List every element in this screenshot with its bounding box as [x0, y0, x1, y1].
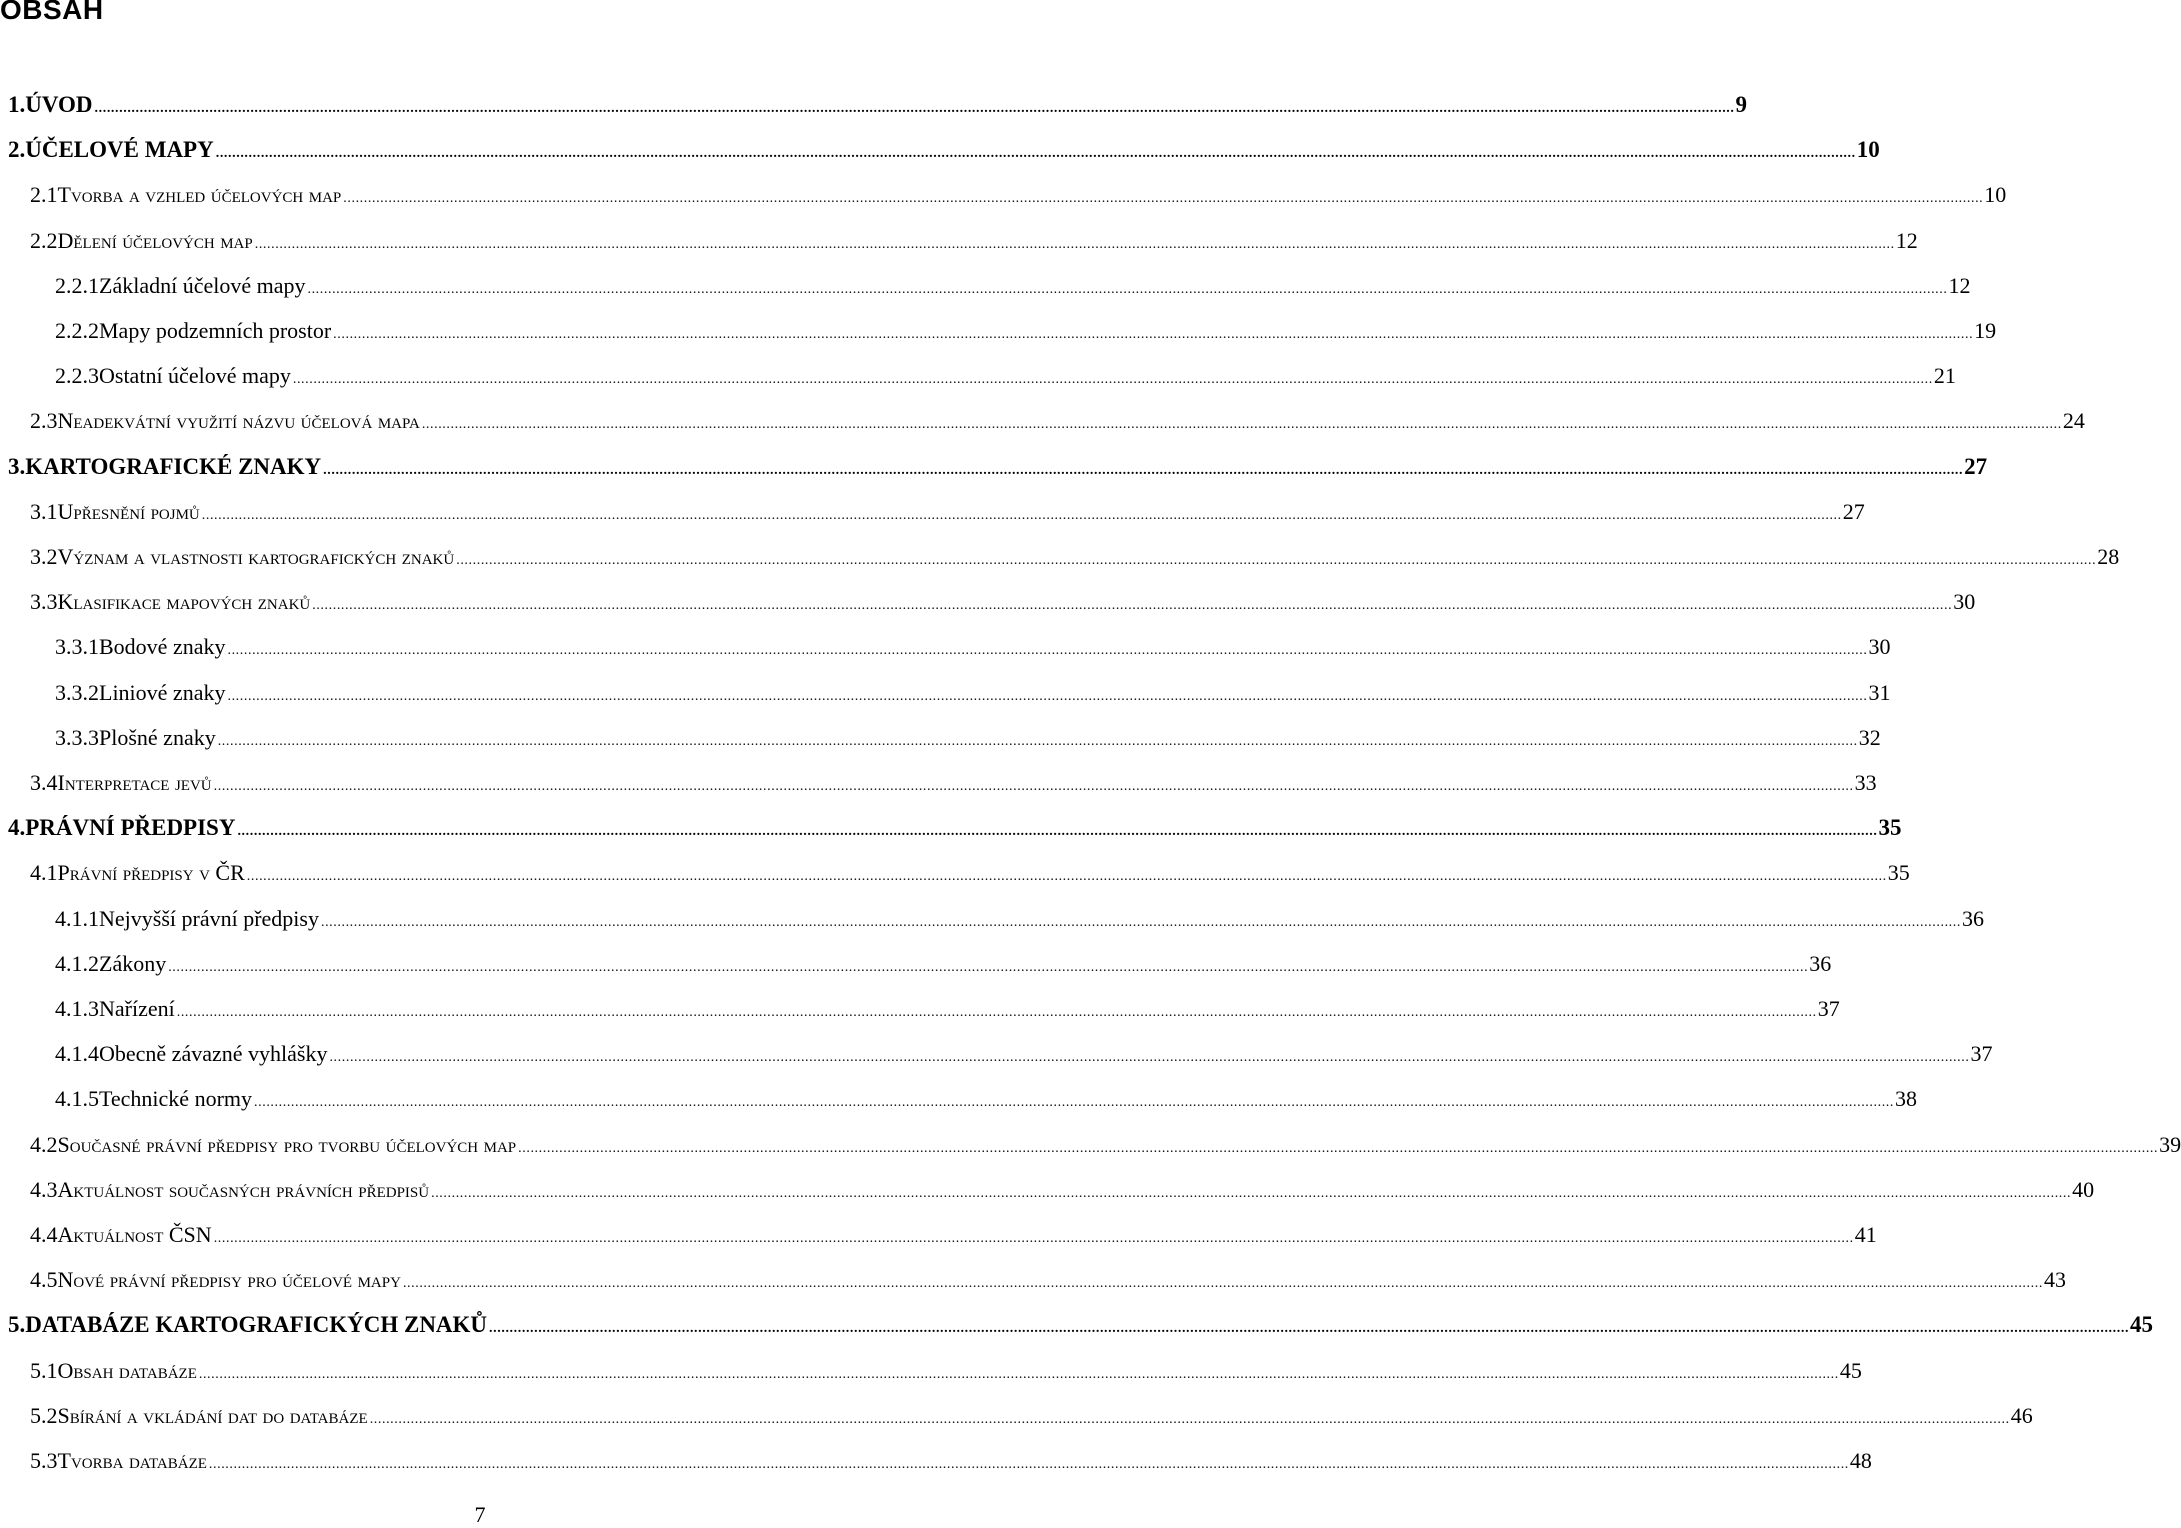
toc-entry-page: 45	[1839, 1357, 1862, 1383]
toc-entry-title: Nařízení	[99, 996, 175, 1021]
toc-entry-number: 4.1.4	[55, 1041, 99, 1067]
toc-entry-number: 4.	[8, 815, 26, 841]
toc-entry-title: ÚVOD	[25, 92, 93, 117]
toc-entry[interactable]	[30, 1130, 2181, 1160]
toc-entry-page: 12	[1895, 227, 1918, 253]
toc-entry-number: 4.4	[30, 1222, 58, 1247]
toc-entry-title: Význam a vlastnosti kartografických znaků	[57, 544, 455, 569]
toc-entry[interactable]	[8, 1310, 2154, 1340]
dot-leader: ................................................................................................................................................................................................................................................................................................................................................................................................................	[456, 553, 2097, 568]
toc-entry[interactable]	[30, 1265, 2066, 1295]
toc-entry-title: Sbírání a vkládání dat do databáze	[57, 1402, 368, 1428]
toc-entry[interactable]	[55, 1084, 1918, 1114]
dot-leader: ................................................................................................................................................................................................................................................................................................................................................................................................................	[201, 507, 1842, 523]
toc-entry-page: 27	[1964, 453, 1988, 479]
toc-entry-title: Upřesnění pojmů	[57, 498, 200, 524]
toc-entry-number: 5.2	[30, 1402, 58, 1428]
toc-entry-page: 41	[1854, 1222, 1877, 1247]
toc-entry[interactable]	[30, 542, 2120, 572]
toc-entry[interactable]	[30, 1220, 1877, 1250]
dot-leader: ................................................................................................................................................................................................................................................................................................................................................................................................................	[402, 1276, 2043, 1292]
toc-entry-title: Nové právní předpisy pro účelové mapy	[57, 1267, 401, 1293]
dot-leader: ................................................................................................................................................................................................................................................................................................................................................................................................................	[254, 236, 1895, 252]
toc-entry[interactable]	[8, 90, 1748, 120]
dot-leader: ................................................................................................................................................................................................................................................................................................................................................................................................................	[333, 327, 1974, 342]
toc-entry-page: 10	[1856, 137, 1880, 163]
toc-entry-page: 46	[2010, 1402, 2033, 1428]
dot-leader: ................................................................................................................................................................................................................................................................................................................................................................................................................	[329, 1050, 1970, 1066]
toc-entry[interactable]	[30, 587, 1976, 617]
toc-entry-number: 4.1.2	[55, 950, 99, 976]
toc-entry-title: DATABÁZE KARTOGRAFICKÝCH ZNAKŮ	[25, 1312, 488, 1338]
toc-entry[interactable]	[55, 904, 1984, 934]
toc-entry[interactable]	[55, 723, 1881, 753]
toc-entry[interactable]	[55, 1039, 1993, 1069]
toc-entry[interactable]	[30, 1446, 1872, 1476]
toc-entry[interactable]	[55, 271, 1971, 301]
dot-leader: ................................................................................................................................................................................................................................................................................................................................................................................................................	[217, 733, 1858, 749]
toc-entry-number: 5.1	[30, 1357, 58, 1383]
toc-entry-page: 35	[1887, 860, 1910, 886]
toc-entry-number: 3.4	[30, 770, 58, 795]
toc-entry[interactable]	[55, 316, 1997, 346]
toc-entry-page: 24	[2062, 408, 2085, 434]
toc-entry-page: 36	[1809, 950, 1832, 976]
toc-entry-number: 3.3.3	[55, 724, 99, 750]
page-number: 7	[474, 1502, 486, 1527]
dot-leader: ................................................................................................................................................................................................................................................................................................................................................................................................................	[369, 1411, 2010, 1427]
toc-entry-title: Aktuálnost ČSN	[57, 1222, 212, 1247]
dot-leader: ................................................................................................................................................................................................................................................................................................................................................................................................................	[320, 914, 1961, 930]
toc-entry-number: 3.3	[30, 589, 58, 615]
toc-entry-page: 36	[1961, 905, 1984, 931]
toc-entry-title: Aktuálnost současných právních předpisů	[57, 1176, 430, 1202]
toc-entry-page: 27	[1842, 498, 1865, 524]
toc-entry-number: 5.3	[30, 1448, 58, 1473]
toc-entry[interactable]	[30, 406, 2085, 436]
toc-entry-title: Tvorba a vzhled účelových map	[57, 182, 342, 208]
toc-entry-page: 9	[1735, 92, 1748, 117]
toc-entry[interactable]	[8, 813, 1902, 843]
toc-entry-title: Obsah databáze	[57, 1357, 197, 1383]
toc-entry-page: 10	[1984, 182, 2007, 208]
toc-entry-page: 40	[2072, 1176, 2095, 1202]
toc-entry-title: Plošné znaky	[99, 724, 216, 750]
toc-entry-page: 37	[1817, 996, 1840, 1021]
toc-entry-title: Současné právní předpisy pro tvorbu účelových map	[57, 1131, 517, 1157]
toc-entry-number: 2.	[8, 137, 26, 163]
toc-entry-title: PRÁVNÍ PŘEDPISY	[25, 815, 236, 841]
toc-entry[interactable]	[55, 994, 1840, 1024]
toc-entry-number: 2.3	[30, 408, 58, 434]
toc-entry-title: KARTOGRAFICKÉ ZNAKY	[25, 453, 322, 479]
toc-entry[interactable]	[30, 1356, 1862, 1386]
toc-entry-page: 30	[1868, 634, 1891, 660]
dot-leader: ................................................................................................................................................................................................................................................................................................................................................................................................................	[176, 1005, 1817, 1020]
dot-leader: ................................................................................................................................................................................................................................................................................................................................................................................................................	[215, 146, 1856, 162]
dot-leader: ................................................................................................................................................................................................................................................................................................................................................................................................................	[431, 1185, 2072, 1201]
toc-entry-number: 2.1	[30, 182, 58, 208]
dot-leader: ................................................................................................................................................................................................................................................................................................................................................................................................................	[489, 1321, 2130, 1337]
toc-entry-number: 2.2.1	[55, 272, 99, 298]
toc-entry-number: 2.2.2	[55, 318, 99, 343]
toc-entry-title: Nejvyšší právní předpisy	[99, 905, 319, 931]
toc-entry-page: 33	[1854, 770, 1877, 795]
toc-entry-title: Právní předpisy v ČR	[57, 860, 245, 886]
toc-entry-title: Neadekvátní využití názvu účelová mapa	[57, 408, 420, 434]
dot-leader: ................................................................................................................................................................................................................................................................................................................................................................................................................	[227, 688, 1868, 704]
toc-entry-title: Obecně závazné vyhlášky	[99, 1041, 328, 1067]
dot-leader: ................................................................................................................................................................................................................................................................................................................................................................................................................	[208, 1457, 1849, 1472]
toc-entry-page: 39	[2159, 1131, 2181, 1157]
dot-leader: ................................................................................................................................................................................................................................................................................................................................................................................................................	[168, 959, 1809, 975]
dot-leader: ................................................................................................................................................................................................................................................................................................................................................................................................................	[518, 1140, 2159, 1156]
toc-entry[interactable]	[30, 497, 1865, 527]
toc-entry-number: 4.5	[30, 1267, 58, 1293]
toc-entry-page: 48	[1849, 1448, 1872, 1473]
toc-entry-page: 38	[1895, 1086, 1918, 1112]
toc-entry-number: 4.1.5	[55, 1086, 99, 1112]
toc-entry[interactable]	[55, 678, 1891, 708]
toc-entry-title: Interpretace jevů	[57, 770, 212, 795]
toc-entry-page: 32	[1858, 724, 1881, 750]
toc-entry-page: 30	[1953, 589, 1976, 615]
toc-entry[interactable]	[30, 1401, 2033, 1431]
toc-entry-page: 28	[2097, 544, 2120, 569]
dot-leader: ................................................................................................................................................................................................................................................................................................................................................................................................................	[307, 281, 1948, 297]
dot-leader: ................................................................................................................................................................................................................................................................................................................................................................................................................	[421, 417, 2062, 433]
dot-leader: ................................................................................................................................................................................................................................................................................................................................................................................................................	[94, 101, 1735, 116]
toc-entry[interactable]	[30, 768, 1877, 798]
toc-entry-title: ÚČELOVÉ MAPY	[25, 137, 214, 163]
toc-entry[interactable]	[55, 361, 1956, 391]
toc-entry-number: 2.2.3	[55, 363, 99, 389]
toc-entry[interactable]	[55, 949, 1832, 979]
toc-entry-page: 45	[2130, 1312, 2154, 1338]
dot-leader: ................................................................................................................................................................................................................................................................................................................................................................................................................	[312, 598, 1953, 614]
toc-entry-page: 21	[1933, 363, 1956, 389]
toc-entry-title: Klasifikace mapových znaků	[57, 589, 311, 615]
toc-entry[interactable]	[8, 135, 1880, 165]
toc-entry[interactable]	[30, 858, 1910, 888]
dot-leader: ................................................................................................................................................................................................................................................................................................................................................................................................................	[254, 1095, 1895, 1111]
toc-entry-number: 4.1	[30, 860, 58, 886]
toc-entry-number: 4.2	[30, 1131, 58, 1157]
dot-leader: ................................................................................................................................................................................................................................................................................................................................................................................................................	[343, 191, 1984, 207]
dot-leader: ................................................................................................................................................................................................................................................................................................................................................................................................................	[292, 372, 1933, 388]
dot-leader: ................................................................................................................................................................................................................................................................................................................................................................................................................	[237, 824, 1878, 840]
dot-leader: ................................................................................................................................................................................................................................................................................................................................................................................................................	[198, 1366, 1839, 1382]
toc-entry-title: Bodové znaky	[99, 634, 226, 660]
toc-entry-number: 3.3.2	[55, 679, 99, 705]
toc-entry[interactable]	[8, 452, 1988, 482]
toc-entry-title: Základní účelové mapy	[99, 272, 306, 298]
toc-entry[interactable]	[30, 226, 1918, 256]
toc-entry-number: 2.2	[30, 227, 58, 253]
toc-entry-page: 35	[1878, 815, 1902, 841]
toc-entry-page: 43	[2043, 1267, 2066, 1293]
dot-leader: ................................................................................................................................................................................................................................................................................................................................................................................................................	[213, 1231, 1854, 1246]
toc-entry-number: 1.	[8, 92, 26, 117]
toc-entry-title: Mapy podzemních prostor	[99, 318, 332, 343]
toc-entry-number: 3.2	[30, 544, 58, 569]
toc-heading: OBSAH	[0, 0, 104, 25]
toc-entry-title: Zákony	[99, 950, 167, 976]
toc-entry-page: 19	[1974, 318, 1997, 343]
dot-leader: ................................................................................................................................................................................................................................................................................................................................................................................................................	[227, 643, 1868, 659]
toc-entry-number: 4.3	[30, 1176, 58, 1202]
toc-entry-page: 37	[1970, 1041, 1993, 1067]
toc-entry-number: 5.	[8, 1312, 26, 1338]
dot-leader: ................................................................................................................................................................................................................................................................................................................................................................................................................	[213, 779, 1854, 794]
toc-entry-number: 4.1.1	[55, 905, 99, 931]
toc-entry-number: 3.3.1	[55, 634, 99, 660]
dot-leader: ................................................................................................................................................................................................................................................................................................................................................................................................................	[246, 869, 1887, 885]
toc-entry-title: Technické normy	[99, 1086, 253, 1112]
toc-entry-title: Ostatní účelové mapy	[99, 363, 291, 389]
toc-entry-title: Tvorba databáze	[57, 1448, 207, 1473]
toc-entry-number: 3.	[8, 453, 26, 479]
toc-entry-title: Liniové znaky	[99, 679, 226, 705]
toc-entry[interactable]	[30, 180, 2007, 210]
toc-entry-number: 3.1	[30, 498, 58, 524]
toc-entry-page: 12	[1948, 272, 1971, 298]
toc-entry-page: 31	[1868, 679, 1891, 705]
toc-entry[interactable]	[30, 1175, 2095, 1205]
toc-entry-title: Dělení účelových map	[57, 227, 253, 253]
toc-entry[interactable]	[55, 632, 1891, 662]
dot-leader: ................................................................................................................................................................................................................................................................................................................................................................................................................	[323, 462, 1964, 478]
toc-entry-number: 4.1.3	[55, 996, 99, 1021]
